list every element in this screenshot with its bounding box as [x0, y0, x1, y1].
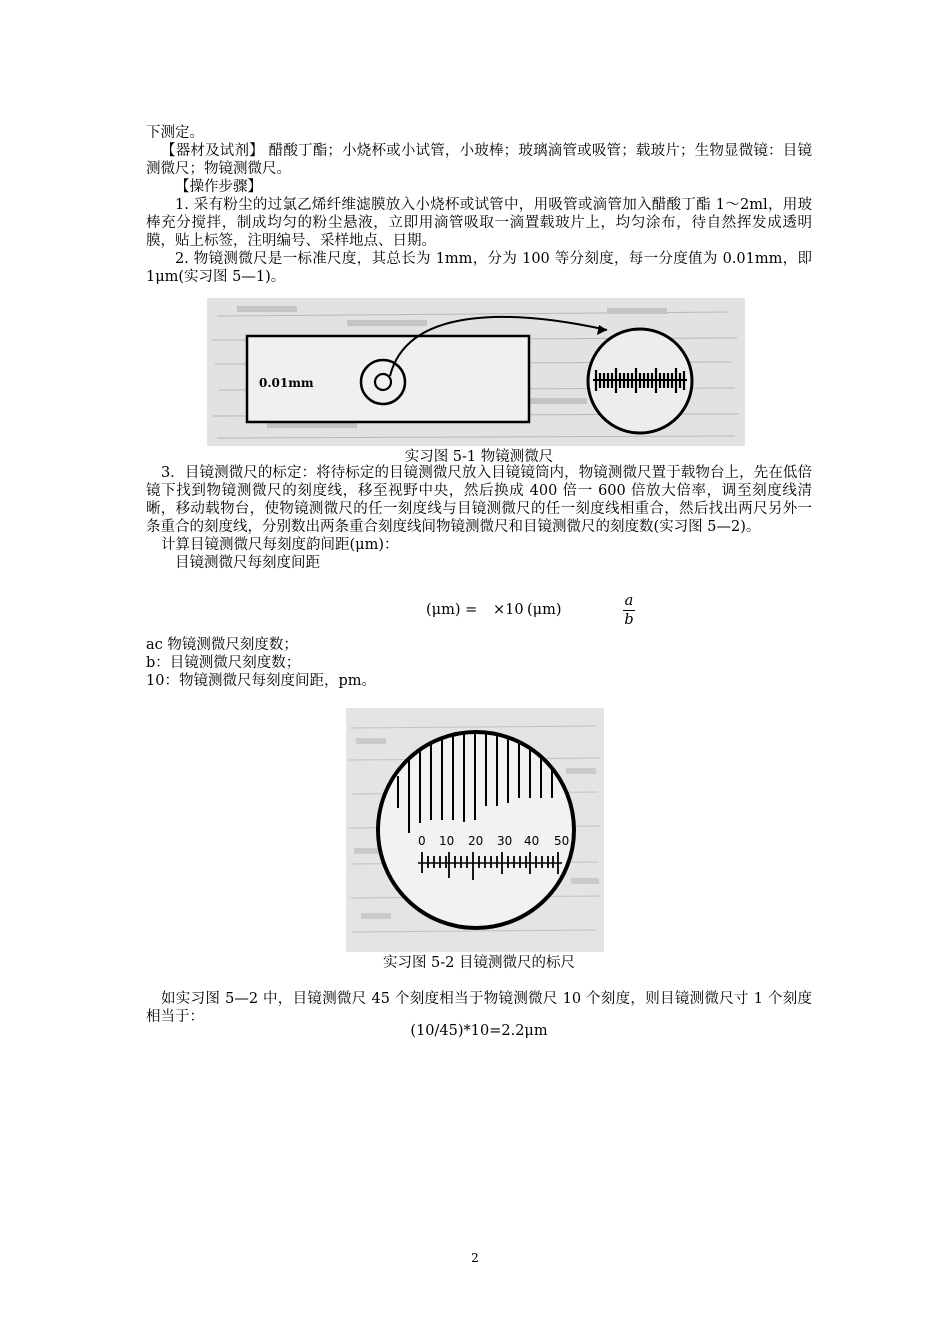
formula-numerator: a — [624, 593, 634, 609]
calc-line: 计算目镜测微尺每刻度韵间距(μm)： — [161, 537, 399, 553]
formula-unit: (μm) — [527, 602, 562, 618]
calc-label: 目镜测微尺每刻度间距 — [175, 555, 320, 571]
formula-denominator: b — [624, 612, 634, 628]
paragraph-continuation: 下测定。 — [146, 125, 204, 141]
stage-micrometer-illustration — [207, 298, 745, 446]
figure-eyepiece-micrometer — [346, 708, 604, 952]
eyepiece-micrometer-illustration — [346, 708, 604, 952]
paragraph-step-3: 3．目镜测微尺的标定：将待标定的目镜测微尺放入目镜镜筒内，物镜测微尺置于载物台上，先在低倍镜下找到物镜测微尺的刻度线，移至视野中央，然后换成 400 倍一 600 倍放大倍率，调至刻度线清晰，移动载物台，使物镜测微尺的任一刻度线与目镜测微尺的任一刻度线相重合，然后找出两尺另外一条重合的刻度线，分别数出两条重合刻度线间物镜测微尺和目镜测微尺的刻度数(实习图 5—2)。 — [146, 465, 812, 535]
definition-item: ac 物镜测微尺刻度数； — [146, 637, 298, 653]
definitions-list — [146, 636, 812, 690]
figure-stage-micrometer — [207, 298, 745, 446]
tick-label: 0 — [418, 834, 426, 848]
paragraph-step-2: 2. 物镜测微尺是一标准尺度，其总长为 1mm，分为 100 等分刻度，每一分度值为 0.01mm，即 1μm(实习图 5—1)。 — [146, 251, 812, 285]
formula-left: (μm) = — [426, 602, 478, 618]
scale-label: 0.01mm — [259, 376, 314, 390]
page-number: 2 — [471, 1251, 479, 1265]
formula — [146, 594, 812, 634]
tick-label: 20 — [468, 834, 484, 848]
tick-label: 40 — [524, 834, 540, 848]
calibration-text-block — [146, 464, 812, 572]
definition-item: b：目镜测微尺刻度数； — [146, 655, 301, 671]
tick-label: 10 — [439, 834, 455, 848]
calculation-result: (10/45)*10=2.2μm — [410, 1023, 548, 1039]
formula-times: ×10 — [493, 602, 524, 618]
formula-fraction — [622, 592, 636, 629]
definition-item: 10：物镜测微尺每刻度间距，pm。 — [146, 673, 376, 689]
paragraph-example: 如实习图 5—2 中，目镜测微尺 45 个刻度相当于物镜测微尺 10 个刻度，则目镜测微尺寸 1 个刻度相当于： — [146, 991, 812, 1025]
tick-label: 30 — [497, 834, 513, 848]
figure-2-caption: 实习图 5-2 目镜测微尺的标尺 — [382, 955, 576, 971]
figure-1-caption: 实习图 5-1 物镜测微尺 — [404, 449, 554, 465]
intro-text-block — [146, 124, 812, 286]
paragraph-steps-heading: 【操作步骤】 — [175, 179, 262, 195]
paragraph-step-1: 1. 采有粉尘的过氯乙烯纤维滤膜放入小烧杯或试管中，用吸管或滴管加入醋酸丁酯 1～2ml，用玻棒充分搅拌，制成均匀的粉尘悬液，立即用滴管吸取一滴置载玻片上，均匀涂布，待自然挥发成透明膜，贴上标签，注明编号、采样地点、日期。 — [146, 197, 812, 249]
tick-label: 50 — [554, 834, 570, 848]
example-text-block — [146, 990, 812, 1026]
paragraph-materials: 【器材及试剂】 醋酸丁酯；小烧杯或小试管，小玻棒；玻璃滴管或吸管；载玻片；生物显微镜：目镜测微尺；物镜测微尺。 — [146, 143, 812, 177]
